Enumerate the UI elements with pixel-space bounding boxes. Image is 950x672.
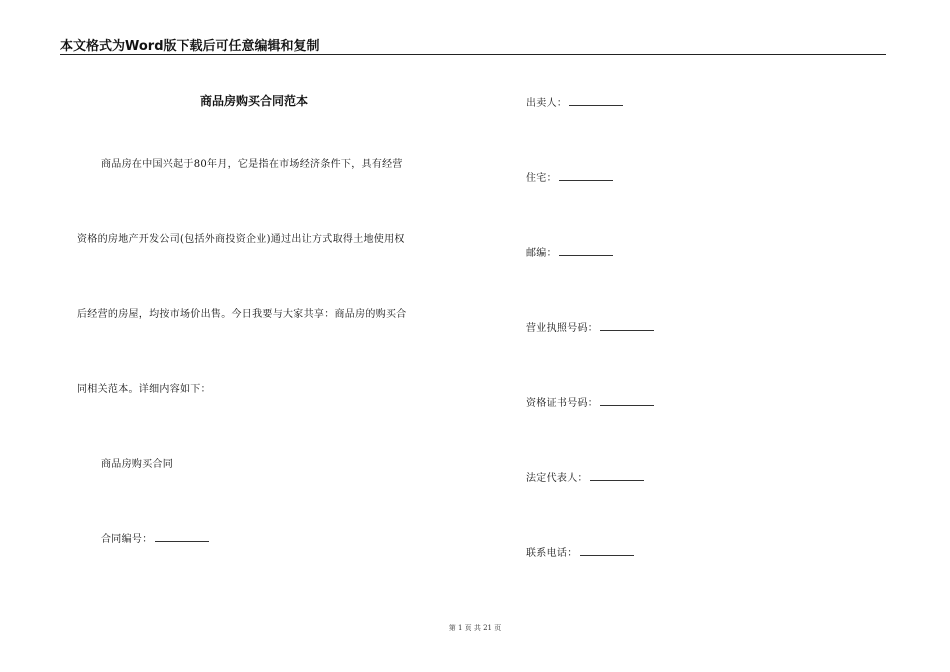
seller-blank [569, 96, 623, 106]
legal-representative-blank [590, 471, 644, 481]
legal-representative-label: 法定代表人： [526, 473, 588, 484]
document-title: 商品房购买合同范本 [200, 94, 309, 108]
paragraph-line-3: 后经营的房屋，均按市场价出售。今日我要与大家共享：商品房的购买合 [77, 309, 407, 320]
postcode-blank [559, 246, 613, 256]
contract-number-blank [155, 532, 209, 542]
page-header [60, 34, 886, 55]
qualification-cert-field [526, 394, 654, 409]
postcode-label: 邮编： [526, 248, 557, 259]
header-text: 本文格式为Word版下载后可任意编辑和复制 [60, 39, 320, 54]
contract-number-label: 合同编号： [101, 534, 153, 545]
business-license-blank [600, 321, 654, 331]
seller-field [526, 94, 623, 109]
residence-blank [559, 171, 613, 181]
paragraph-line-1: 商品房在中国兴起于80年月，它是指在市场经济条件下，具有经营 [101, 159, 403, 170]
contact-phone-blank [580, 546, 634, 556]
paragraph-line-4: 同相关范本。详细内容如下： [77, 384, 211, 395]
contact-phone-field [526, 544, 634, 559]
business-license-field [526, 319, 654, 334]
contract-heading: 商品房购买合同 [101, 459, 174, 470]
residence-field [526, 169, 613, 184]
residence-label: 住宅： [526, 173, 557, 184]
contract-number-field [101, 530, 209, 545]
page-number-footer: 第 1 页 共 21 页 [448, 624, 502, 632]
business-license-label: 营业执照号码： [526, 323, 599, 334]
postcode-field [526, 244, 613, 259]
legal-representative-field [526, 469, 644, 484]
qualification-cert-label: 资格证书号码： [526, 398, 599, 409]
seller-label: 出卖人： [526, 98, 568, 109]
paragraph-line-2: 资格的房地产开发公司(包括外商投资企业)通过出让方式取得土地使用权 [77, 234, 405, 245]
contact-phone-label: 联系电话： [526, 548, 578, 559]
qualification-cert-blank [600, 396, 654, 406]
